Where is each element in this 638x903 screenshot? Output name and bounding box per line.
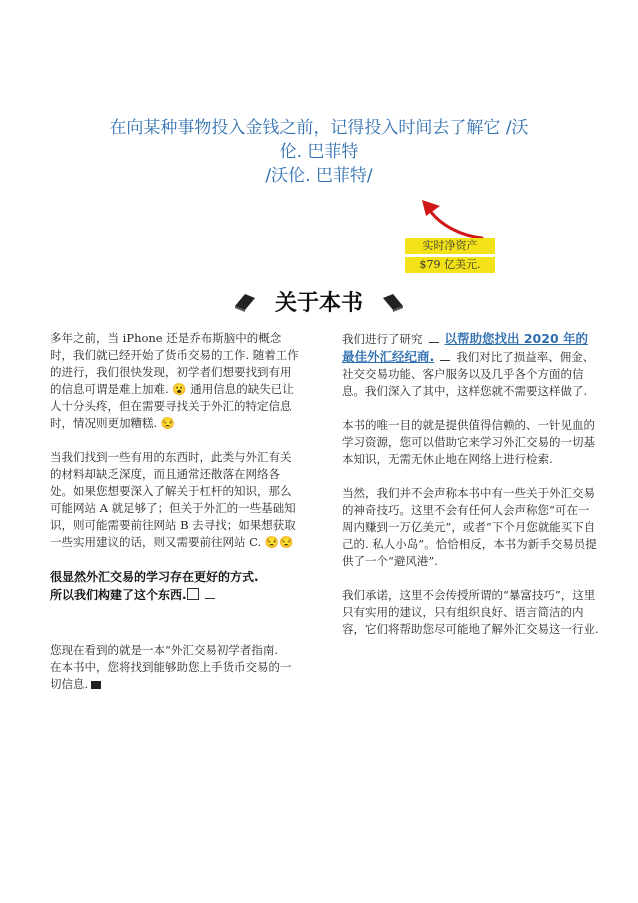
disclaimer-paragraph: 当然，我们并不会声称本书中有一些关于外汇交易的神奇技巧。这里不会有任何人会声称您“可在一周内赚到一万亿美元”，或者“下个月您就能买下自己的. 私人小岛”。恰恰相反，本书为新手交易员提供了一个“避风港”.	[342, 486, 597, 568]
guide-paragraph	[50, 642, 300, 693]
best-broker-link[interactable]: 以帮助您找出 2020 年的最佳外汇经纪商.	[342, 331, 588, 364]
intro-paragraph: 多年之前，当 iPhone 还是乔布斯脑中的概念时，我们就已经开始了货币交易的工作. 随着工作的进行，我们很快发现，初学者们想要找到有用的信息可谓是难上加难. 😮 通用信息的缺失已让人十分头疼，但在需要寻找关于外汇的特定信息时，情况则更加糟糕. 😒	[50, 331, 299, 430]
dash-mark	[440, 360, 450, 361]
dash-mark	[205, 598, 215, 599]
highlight-line-1: 很显然外汇交易的学习存在更好的方式.	[50, 570, 259, 584]
net-worth-value: $79 亿美元.	[405, 257, 495, 273]
highlight-note	[50, 568, 300, 604]
dash-mark	[429, 342, 439, 343]
book-icon	[233, 292, 257, 312]
purpose-paragraph: 本书的唯一目的就是提供值得信赖的、一针见血的学习资源，您可以借助它来学习外汇交易的一切基本知识，无需无休止地在网络上进行检索.	[342, 418, 595, 466]
quote-line-2: 伦. 巴菲特	[279, 142, 359, 162]
quote-line-3: /沃伦. 巴菲特/	[265, 166, 373, 186]
right-column	[342, 330, 600, 655]
laptop-icon	[91, 681, 101, 689]
section-title: 关于本书	[274, 291, 363, 316]
promise-paragraph: 我们承诺，这里不会传授所谓的“暴富技巧”，这里只有实用的建议，只有组织良好、语言简洁的内容，它们将帮助您尽可能地了解外汇交易这一行业.	[342, 588, 599, 636]
checkbox-icon	[187, 588, 199, 600]
highlight-line-2-text: 所以我们构建了这个东西.	[50, 588, 187, 602]
quote-line-1: 在向某种事物投入金钱之前，记得投入时间去了解它 /沃	[109, 118, 529, 138]
problem-paragraph: 当我们找到一些有用的东西时，此类与外汇有关的材料却缺乏深度，而且通常还散落在网络各处。如果您想要深入了解关于杠杆的知识，那么可能网站 A 就足够了；但关于外汇的一些基础知识，则可能需要前往网站 B 去寻找；如果想获取一些实用建议的话，则又需要前往网站 C. 😒😒	[50, 450, 296, 549]
net-worth-label: 实时净资产	[405, 238, 495, 254]
highlight-line-2	[50, 586, 300, 604]
book-icon	[381, 292, 405, 312]
section-heading	[0, 286, 638, 317]
research-paragraph	[342, 330, 600, 400]
research-body: 我们对比了损益率、佣金、社交交易功能、客户服务以及几乎各个方面的信息。我们深入了其中，这样您就不需要这样做了.	[342, 350, 595, 398]
quote-block	[40, 116, 598, 188]
guide-description: 在本书中，您将找到能够助您上手货币交易的一切信息.	[50, 660, 292, 691]
left-column	[50, 330, 300, 710]
guide-title: 您现在看到的就是一本“外汇交易初学者指南.	[50, 643, 279, 657]
research-lead: 我们进行了研究	[342, 332, 423, 346]
